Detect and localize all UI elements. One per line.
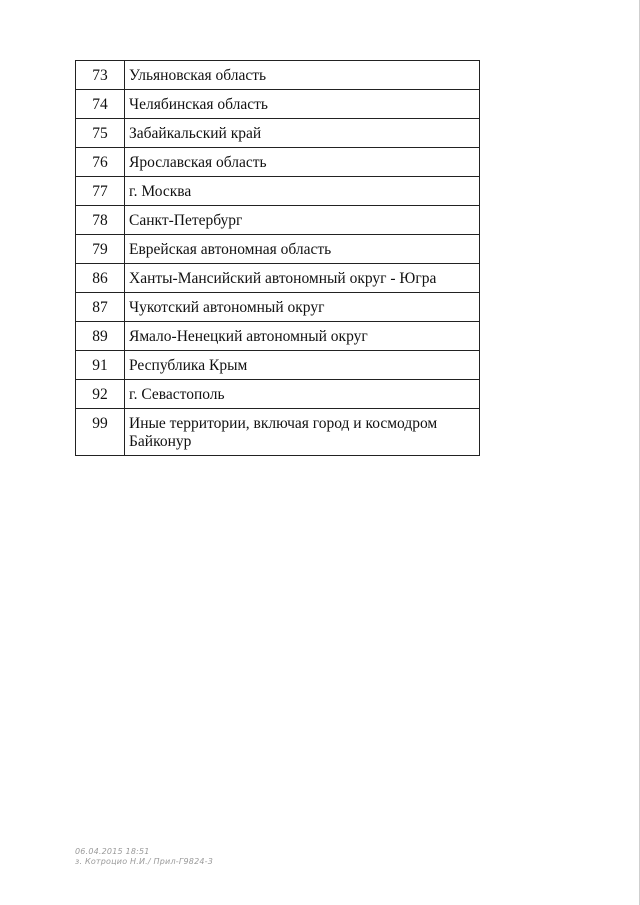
table-row	[76, 206, 480, 235]
table-row	[76, 90, 480, 119]
region-name-cell: г. Севастополь	[125, 380, 480, 409]
region-code-cell: 76	[76, 148, 125, 177]
region-code-cell: 73	[76, 61, 125, 90]
footer-stamp	[75, 847, 213, 867]
region-name-cell: Еврейская автономная область	[125, 235, 480, 264]
region-code-cell: 99	[76, 409, 125, 456]
region-code-cell: 77	[76, 177, 125, 206]
stamp-reference: з. Котроцио Н.И./ Прил-Г9824-3	[75, 857, 214, 866]
table-row	[76, 61, 480, 90]
region-name-cell: Ярославская область	[125, 148, 480, 177]
region-code-cell: 86	[76, 264, 125, 293]
region-name-cell: Челябинская область	[125, 90, 480, 119]
region-code-cell: 89	[76, 322, 125, 351]
region-name-cell: Ямало-Ненецкий автономный округ	[125, 322, 480, 351]
region-name-cell: Санкт-Петербург	[125, 206, 480, 235]
region-name-cell: Иные территории, включая город и космодром Байконур	[125, 409, 480, 456]
region-name-cell: Республика Крым	[125, 351, 480, 380]
table-row	[76, 148, 480, 177]
region-name-cell: Ханты-Мансийский автономный округ - Югра	[125, 264, 480, 293]
region-code-cell: 74	[76, 90, 125, 119]
table-row	[76, 119, 480, 148]
region-code-cell: 91	[76, 351, 125, 380]
region-codes-table	[75, 60, 480, 456]
region-name-cell: Ульяновская область	[125, 61, 480, 90]
table-row	[76, 351, 480, 380]
table-row	[76, 293, 480, 322]
region-code-cell: 78	[76, 206, 125, 235]
table-row	[76, 177, 480, 206]
region-name-cell: Чукотский автономный округ	[125, 293, 480, 322]
table-row	[76, 235, 480, 264]
stamp-date: 06.04.2015 18:51	[75, 847, 150, 856]
table-row	[76, 264, 480, 293]
region-name-cell: Забайкальский край	[125, 119, 480, 148]
region-code-cell: 75	[76, 119, 125, 148]
table-row	[76, 322, 480, 351]
region-code-cell: 92	[76, 380, 125, 409]
table-row	[76, 380, 480, 409]
region-code-cell: 87	[76, 293, 125, 322]
table-row	[76, 409, 480, 456]
region-name-cell: г. Москва	[125, 177, 480, 206]
region-code-cell: 79	[76, 235, 125, 264]
